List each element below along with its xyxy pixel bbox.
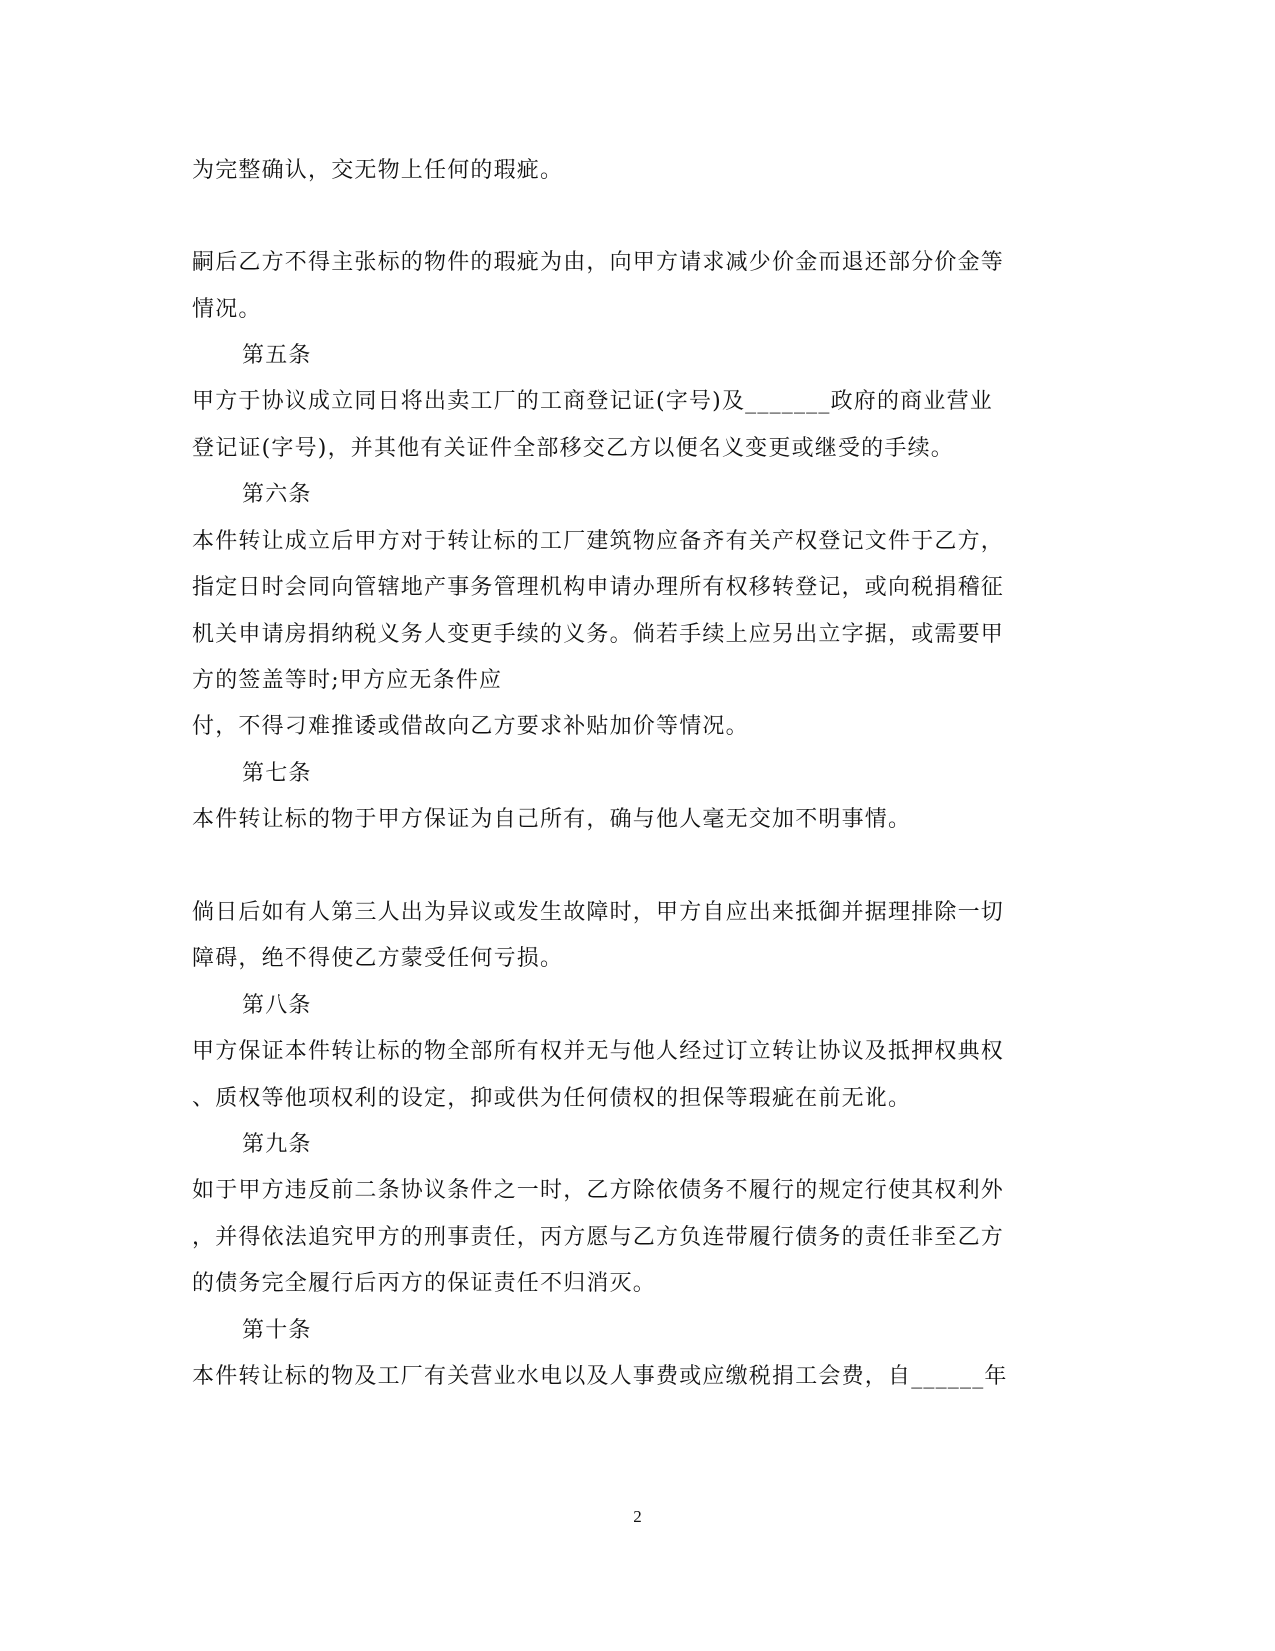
body-line: 指定日时会同向管辖地产事务管理机构申请办理所有权移转登记，或向税捐稽征	[192, 575, 1005, 600]
body-line: 本件转让标的物及工厂有关营业水电以及人事费或应缴税捐工会费，自______年	[192, 1364, 1008, 1389]
body-line: 机关申请房捐纳税义务人变更手续的义务。倘若手续上应另出立字据，或需要甲	[192, 622, 1005, 647]
body-line: 嗣后乙方不得主张标的物件的瑕疵为由，向甲方请求减少价金而退还部分价金等	[192, 250, 1005, 275]
body-line: 本件转让标的物于甲方保证为自己所有，确与他人毫无交加不明事情。	[192, 807, 912, 832]
article-heading: 第五条	[242, 343, 312, 368]
page-number: 2	[633, 1507, 642, 1526]
body-line: 如于甲方违反前二条协议条件之一时，乙方除依债务不履行的规定行使其权利外	[192, 1178, 1005, 1203]
body-line: 方的签盖等时;甲方应无条件应	[192, 668, 503, 693]
body-line: 情况。	[192, 297, 262, 322]
body-line: 登记证(字号)，并其他有关证件全部移交乙方以便名义变更或继受的手续。	[192, 436, 954, 461]
article-heading: 第九条	[242, 1132, 312, 1157]
body-line: 的债务完全履行后丙方的保证责任不归消灭。	[192, 1271, 657, 1296]
article-heading: 第六条	[242, 482, 312, 507]
body-line: 本件转让成立后甲方对于转让标的工厂建筑物应备齐有关产权登记文件于乙方，	[192, 529, 1005, 554]
body-line: 、质权等他项权利的设定，抑或供为任何债权的担保等瑕疵在前无讹。	[192, 1086, 912, 1111]
body-line: 障碍，绝不得使乙方蒙受任何亏损。	[192, 946, 564, 971]
body-line: 付，不得刁难推诿或借故向乙方要求补贴加价等情况。	[192, 714, 749, 739]
body-line: ，并得依法追究甲方的刑事责任，丙方愿与乙方负连带履行债务的责任非至乙方	[192, 1225, 1005, 1250]
article-heading: 第十条	[242, 1318, 312, 1343]
article-heading: 第八条	[242, 993, 312, 1018]
article-heading: 第七条	[242, 761, 312, 786]
body-line: 甲方于协议成立同日将出卖工厂的工商登记证(字号)及_______政府的商业营业	[192, 389, 993, 414]
body-line: 甲方保证本件转让标的物全部所有权并无与他人经过订立转让协议及抵押权典权	[192, 1039, 1005, 1064]
body-line: 倘日后如有人第三人出为异议或发生故障时，甲方自应出来抵御并据理排除一切	[192, 900, 1005, 925]
body-line: 为完整确认，交无物上任何的瑕疵。	[192, 158, 564, 183]
